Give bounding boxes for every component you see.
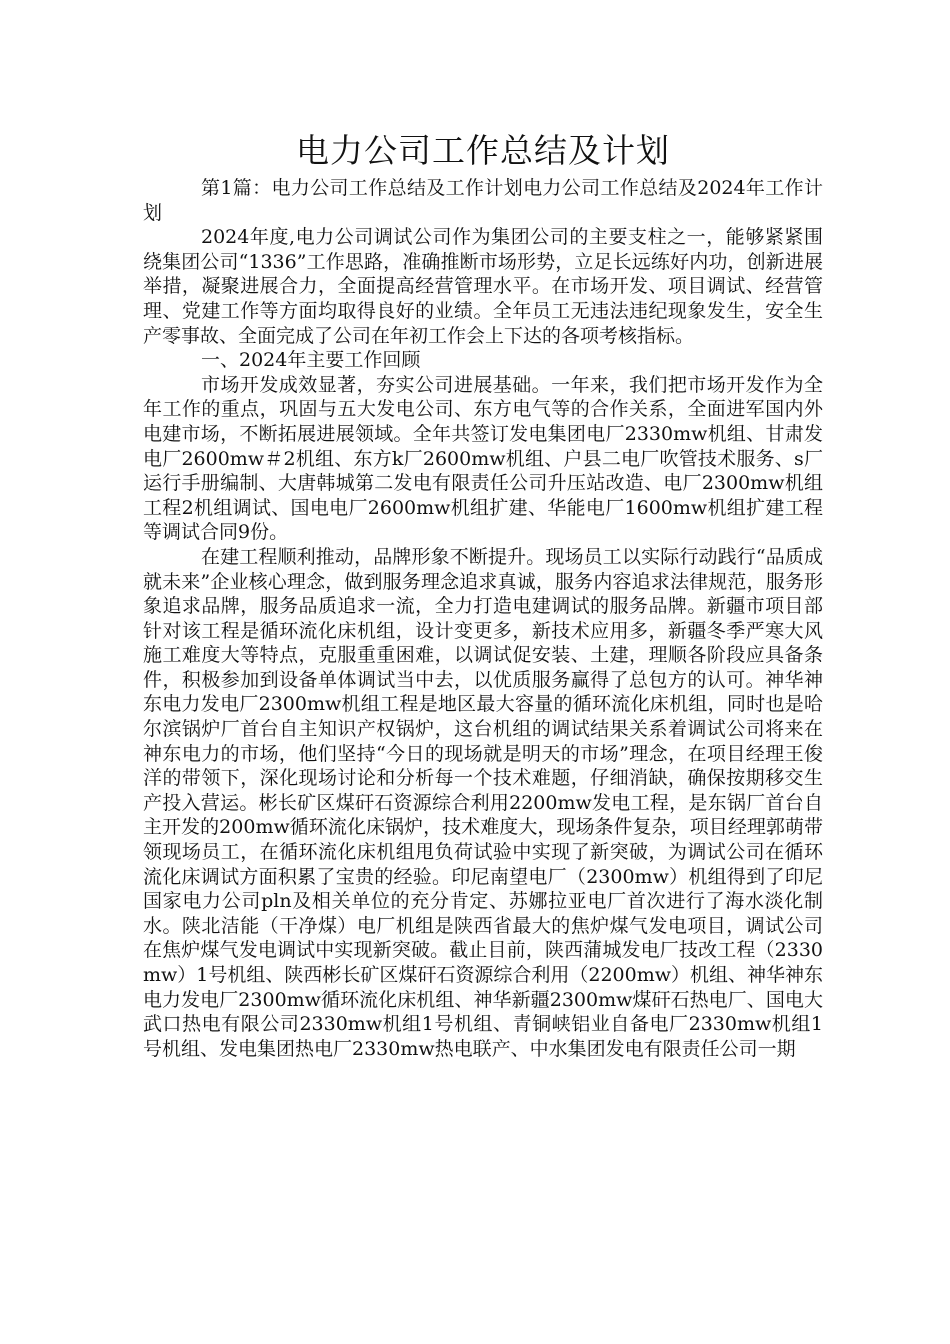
paragraph-projects-in-progress: 在建工程顺利推动，品牌形象不断提升。现场员工以实际行动践行“品质成就未来”企业核心理念，做到服务理念追求真诚，服务内容追求法律规范，服务形象追求品牌，服务品质追求一流，全力打造电建调试的服务品牌。新疆市项目部针对该工程是循环流化床机组，设计变更多，新技术应用多，新疆冬季严寒大风施工难度大等特点，克服重重困难，以调试促安装、土建，理顺各阶段应具备条件，积极参加到设备单体调试当中去，以优质服务赢得了总包方的认可。神华神东电力发电厂2300mw机组工程是地区最大容量的循环流化床机组，同时也是哈尔滨锅炉厂首台自主知识产权锅炉，这台机组的调试结果关系着调试公司将来在神东电力的市场，他们坚持“今日的现场就是明天的市场”理念，在项目经理王俊洋的带领下，深化现场讨论和分析每一个技术难题，仔细消缺，确保按期移交生产投入营运。彬长矿区煤矸石资源综合利用2200mw发电工程，是东锅厂首台自主开发的200mw循环流化床锅炉，技术难度大，现场条件复杂，项目经理郭萌带领现场员工，在循环流化床机组甩负荷试验中实现了新突破，为调试公司在循环流化床调试方面积累了宝贵的经验。印尼南望电厂（2300mw）机组得到了印尼国家电力公司pln及相关单位的充分肯定、苏娜拉亚电厂首次进行了海水淡化制水。陕北洁能（干净煤）电厂机组是陕西省最大的焦炉煤气发电项目，调试公司在焦炉煤气发电调试中实现新突破。截止目前，陕西蒲城发电厂技改工程（2330mw）1号机组、陕西彬长矿区煤矸石资源综合利用（2200mw）机组、神华神东电力发电厂2300mw循环流化床机组、神华新疆2300mw煤矸石热电厂、国电大武口热电有限公司2330mw机组1号机组、青铜峡铝业自备电厂2330mw机组1号机组、发电集团热电厂2330mw热电联产、中水集团发电有限责任公司一期 bbox=[143, 545, 824, 1060]
paragraph-article-heading: 第1篇：电力公司工作总结及工作计划电力公司工作总结及2024年工作计划 bbox=[143, 177, 823, 224]
document-title: 电力公司工作总结及计划 bbox=[296, 131, 670, 170]
paragraph-intro: 2024年度,电力公司调试公司作为集团公司的主要支柱之一，能够紧紧围绕集团公司“1336”工作思路，准确推断市场形势，立足长远练好内功，创新进展举措，凝聚进展合力，全面提高经营管理水平。在市场开发、项目调试、经营管理、党建工作等方面均取得良好的业绩。全年员工无违法违纪现象发生，安全生产零事故、全面完成了公司在年初工作会上下达的各项考核指标。 bbox=[143, 226, 823, 347]
paragraph-section-heading: 一、2024年主要工作回顾 bbox=[201, 349, 421, 372]
paragraph-market-development: 市场开发成效显著，夯实公司进展基础。一年来，我们把市场开发作为全年工作的重点，巩固与五大发电公司、东方电气等的合作关系，全面进军国内外电建市场，不断拓展进展领域。全年共签订发电集团电厂2330mw机组、甘肃发电厂2600mw＃2机组、东方k厂2600mw机组、户县二电厂吹管技术服务、s厂运行手册编制、大唐韩城第二发电有限责任公司升压站改造、电厂2300mw机组工程2机组调试、国电电厂2600mw机组扩建、华能电厂1600mw机组扩建工程等调试合同9份。 bbox=[143, 373, 823, 544]
document-page bbox=[143, 128, 823, 1061]
